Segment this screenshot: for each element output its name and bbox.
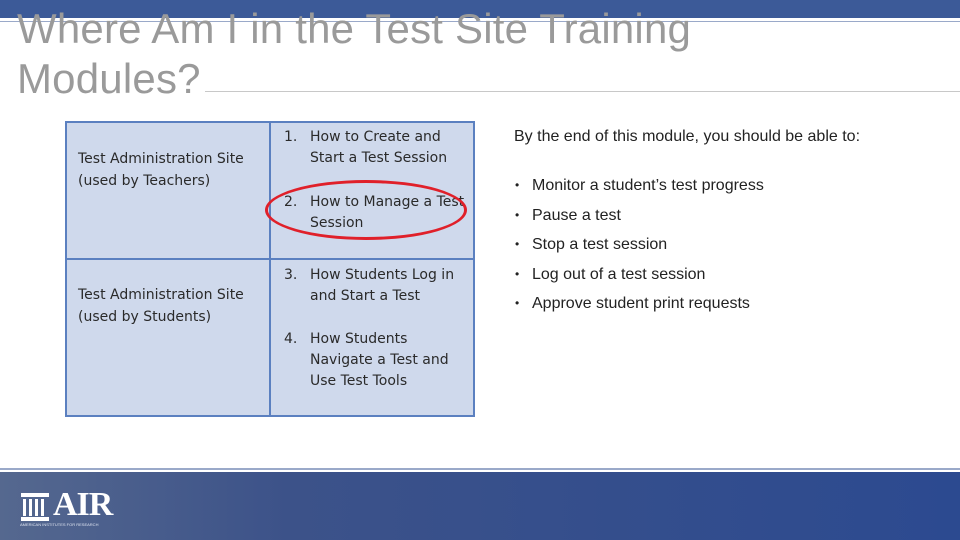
objective-text: Log out of a test session: [532, 265, 706, 283]
objective-text: Stop a test session: [532, 236, 668, 253]
logo-tagline: AMERICAN INSTITUTES FOR RESEARCH: [20, 522, 99, 527]
list-item: [514, 235, 934, 254]
air-logo: [20, 488, 120, 528]
module-number: 2.: [284, 194, 298, 210]
module-number: 4.: [284, 331, 298, 347]
module-title: How to Manage a Test Session: [310, 194, 465, 231]
bullet-icon: •: [515, 237, 520, 251]
table-cell-teachers-site: [65, 121, 271, 260]
building-icon: [20, 492, 50, 522]
bullet-icon: •: [515, 178, 520, 192]
list-item: [514, 206, 934, 225]
bullet-icon: •: [515, 207, 520, 222]
slide-title: Where Am I in the Test Site Training Modules?: [17, 5, 692, 102]
footer-bar: [0, 472, 960, 540]
bullet-icon: •: [515, 296, 520, 310]
module-title: How Students Navigate a Test and Use Test Tools: [310, 331, 449, 389]
site-label-students: Test Administration Site (used by Students): [78, 287, 244, 325]
list-item: [514, 265, 934, 284]
module-item-4: [284, 329, 470, 392]
list-item: [514, 294, 934, 313]
module-title: How to Create and Start a Test Session: [310, 129, 448, 166]
objectives-list: [514, 176, 934, 324]
table-cell-student-modules: [269, 258, 475, 417]
logo-wordmark: AIR: [53, 486, 113, 523]
objective-text: Monitor a student’s test progress: [532, 177, 764, 194]
module-item-1: [284, 127, 470, 169]
site-label-teachers: Test Administration Site (used by Teachers): [78, 151, 244, 189]
footer-rule: [0, 468, 960, 470]
title-divider: [205, 91, 960, 92]
module-number: 3.: [284, 267, 298, 283]
objective-text: Approve student print requests: [532, 295, 750, 312]
objectives-intro: By the end of this module, you should be able to:: [514, 128, 861, 145]
module-number: 1.: [284, 129, 298, 145]
modules-table: [65, 121, 475, 417]
bullet-icon: •: [515, 266, 520, 281]
module-item-3: [284, 265, 470, 307]
module-title: How Students Log in and Start a Test: [310, 267, 455, 304]
list-item: [514, 176, 934, 195]
table-cell-students-site: [65, 258, 271, 417]
current-module-highlight-ellipse: [265, 180, 467, 240]
objective-text: Pause a test: [532, 206, 621, 224]
